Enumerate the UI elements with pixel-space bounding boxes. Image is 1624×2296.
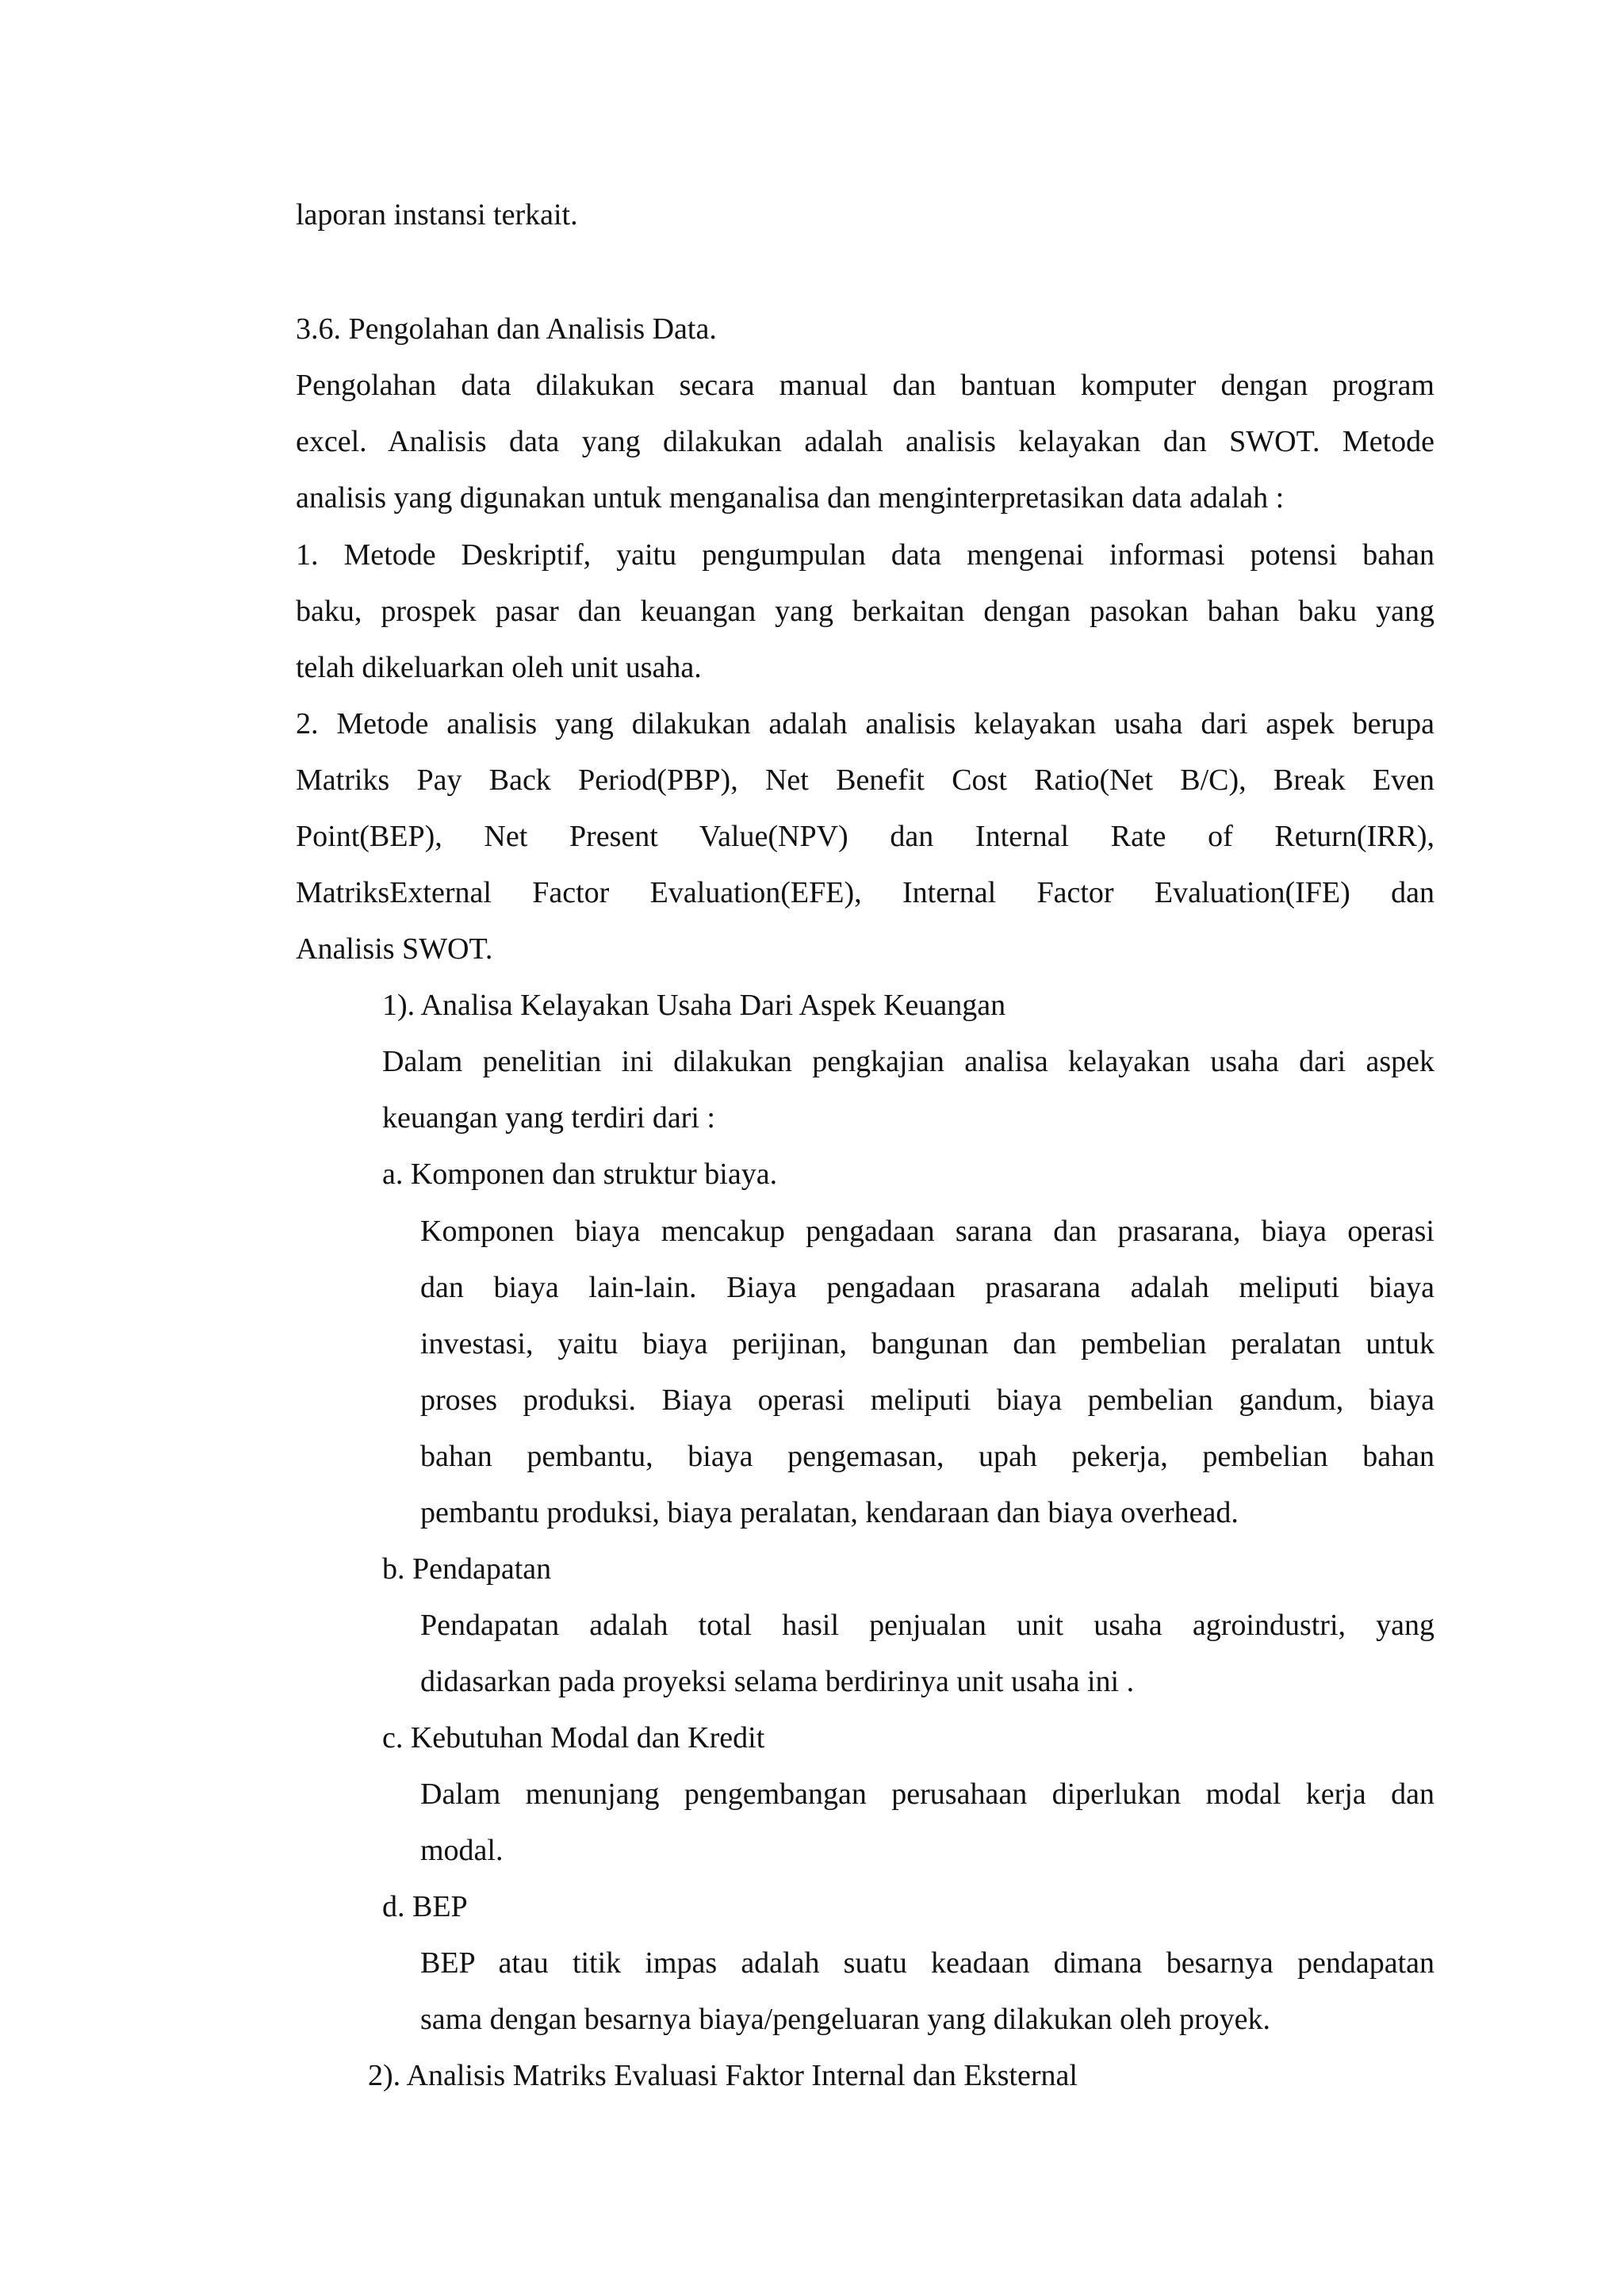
item-d-paragraph-line: sama dengan besarnya biaya/pengeluaran yang dilakukan oleh proyek. (420, 2003, 1271, 2036)
list-item-1-line: 1. Metode Deskriptif, yaitu pengumpulan data mengenai informasi potensi bahan (296, 538, 1434, 572)
list-item-2-line: MatriksExternal Factor Evaluation(EFE), Internal Factor Evaluation(IFE) dan (296, 876, 1434, 909)
subsection-heading-2: 2). Analisis Matriks Evaluasi Faktor Internal dan Eksternal (368, 2059, 1078, 2092)
item-heading-b: b. Pendapatan (382, 1552, 552, 1586)
list-item-1-line: baku, prospek pasar dan keuangan yang berkaitan dengan pasokan bahan baku yang (296, 595, 1434, 628)
list-item-1-line: telah dikeluarkan oleh unit usaha. (296, 651, 702, 684)
text-line-prev-paragraph-end: laporan instansi terkait. (296, 198, 578, 232)
item-heading-c: c. Kebutuhan Modal dan Kredit (382, 1721, 765, 1755)
item-a-paragraph-line: bahan pembantu, biaya pengemasan, upah pekerja, pembelian bahan (420, 1440, 1434, 1473)
subsection-heading-1: 1). Analisa Kelayakan Usaha Dari Aspek Keuangan (382, 989, 1006, 1022)
paragraph-line: excel. Analisis data yang dilakukan adalah analisis kelayakan dan SWOT. Metode (296, 425, 1434, 458)
item-heading-a: a. Komponen dan struktur biaya. (382, 1158, 778, 1191)
item-d-paragraph-line: BEP atau titik impas adalah suatu keadaan dimana besarnya pendapatan (420, 1946, 1434, 1980)
paragraph-line: analisis yang digunakan untuk menganalisa dan menginterpretasikan data adalah : (296, 481, 1285, 515)
subsection-paragraph-line: keuangan yang terdiri dari : (382, 1101, 715, 1135)
item-heading-d: d. BEP (382, 1890, 468, 1923)
item-c-paragraph-line: modal. (420, 1834, 504, 1867)
list-item-2-line: 2. Metode analisis yang dilakukan adalah analisis kelayakan usaha dari aspek berupa (296, 707, 1434, 740)
list-item-2-line: Analisis SWOT. (296, 932, 493, 966)
item-a-paragraph-line: pembantu produksi, biaya peralatan, kendaraan dan biaya overhead. (420, 1496, 1239, 1529)
item-a-paragraph-line: investasi, yaitu biaya perijinan, bangunan dan pembelian peralatan untuk (420, 1327, 1434, 1360)
list-item-2-line: Point(BEP), Net Present Value(NPV) dan Internal Rate of Return(IRR), (296, 820, 1434, 853)
item-a-paragraph-line: dan biaya lain-lain. Biaya pengadaan prasarana adalah meliputi biaya (420, 1271, 1434, 1304)
list-item-2-line: Matriks Pay Back Period(PBP), Net Benefit Cost Ratio(Net B/C), Break Even (296, 763, 1434, 797)
subsection-paragraph-line: Dalam penelitian ini dilakukan pengkajian analisa kelayakan usaha dari aspek (382, 1045, 1434, 1078)
item-b-paragraph-line: Pendapatan adalah total hasil penjualan unit usaha agroindustri, yang (420, 1609, 1434, 1642)
paragraph-line: Pengolahan data dilakukan secara manual dan bantuan komputer dengan program (296, 369, 1434, 402)
item-a-paragraph-line: proses produksi. Biaya operasi meliputi biaya pembelian gandum, biaya (420, 1383, 1434, 1417)
item-c-paragraph-line: Dalam menunjang pengembangan perusahaan diperlukan modal kerja dan (420, 1777, 1434, 1811)
section-heading-3-6: 3.6. Pengolahan dan Analisis Data. (296, 312, 717, 346)
item-b-paragraph-line: didasarkan pada proyeksi selama berdirinya unit usaha ini . (420, 1665, 1135, 1698)
item-a-paragraph-line: Komponen biaya mencakup pengadaan sarana dan prasarana, biaya operasi (420, 1215, 1434, 1248)
